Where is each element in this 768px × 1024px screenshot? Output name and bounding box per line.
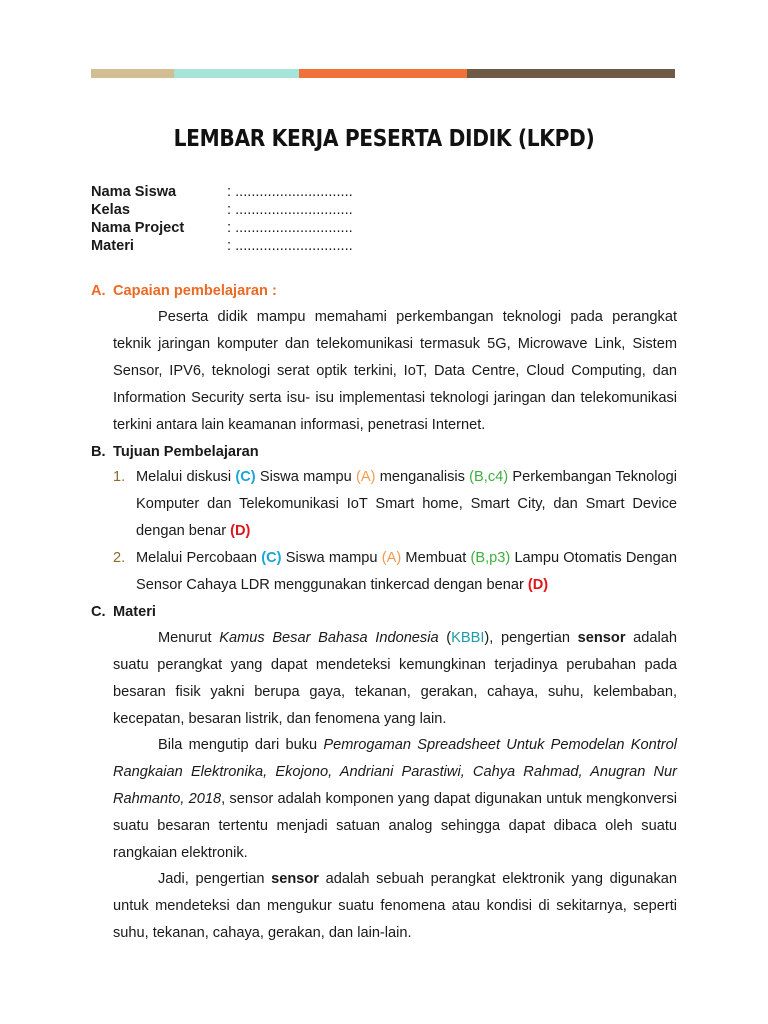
header-bar-segment-3 — [299, 69, 467, 78]
document-title: LEMBAR KERJA PESERTA DIDIK (LKPD) — [173, 124, 595, 152]
field-nama-siswa — [91, 183, 353, 201]
field-value: : ............................. — [227, 220, 353, 236]
section-letter: B. — [91, 444, 106, 460]
field-label: Nama Siswa — [91, 184, 177, 200]
list-text: Melalui diskusi (C) Siswa mampu (A) menganalisis (B,c4) Perkembangan Teknologi Komputer dan Telekomunikasi IoT Smart home, Smart City, dan Smart Device dengan benar (D) — [136, 469, 677, 539]
section-letter: A. — [91, 283, 106, 299]
section-b-heading — [91, 442, 259, 462]
tag-c: (C) — [235, 469, 256, 485]
section-letter: C. — [91, 604, 106, 620]
section-a-heading — [91, 281, 277, 301]
materi-paragraph-3: Jadi, pengertian sensor adalah sebuah perangkat elektronik yang digunakan untuk mendeteksi dan mengukur suatu fenomena atau kondisi di sekitarnya, seperti suhu, tekanan, cahaya, gerakan, dan lain-lain. — [113, 871, 677, 941]
identity-fields — [91, 183, 353, 255]
capaian-paragraph: Peserta didik mampu memahami perkembangan teknologi pada perangkat teknik jaringan komputer dan telekomunikasi termasuk 5G, Microwave Link, Sistem Sensor, IPV6, teknologi serat optik terkini, IoT, Data Centre, Cloud Computing, dan Information Security serta isu- isu implementasi teknologi jaringan dan telekomunikasi terkini antara lain keamanan informasi, penetrasi Internet. — [113, 309, 677, 433]
tujuan-item-2 — [113, 545, 677, 599]
header-bar-segment-2 — [174, 69, 299, 78]
header-bar-segment-1 — [91, 69, 174, 78]
list-number: 2. — [113, 550, 126, 566]
field-label: Kelas — [91, 202, 130, 218]
tag-d: (D) — [527, 577, 549, 593]
field-label: Nama Project — [91, 220, 185, 236]
sensor-term: sensor — [271, 871, 319, 887]
field-nama-project — [91, 219, 353, 237]
tag-d: (D) — [230, 523, 251, 539]
field-value: : ............................. — [227, 238, 353, 254]
section-title: Materi — [113, 604, 156, 620]
tujuan-item-1 — [113, 464, 677, 545]
tag-c: (C) — [261, 550, 282, 566]
book-reference: Pemrogaman Spreadsheet Untuk Pemodelan Kontrol Rangkaian Elektronika, Ekojono, Andriani Parastiwi, Cahya Rahmad, Anugran Nur Rahmanto, 2018 — [113, 737, 677, 807]
materi-paragraph-2: Bila mengutip dari buku Pemrogaman Spreadsheet Untuk Pemodelan Kontrol Rangkaian Elektronika, Ekojono, Andriani Parastiwi, Cahya Rahmad, Anugran Nur Rahmanto, 2018, sensor adalah komponen yang dapat digunakan untuk mengkonversi suatu besaran tertentu menjadi satuan analog sehingga dapat dibaca oleh suatu rangkaian elektronik. — [113, 737, 677, 861]
list-number: 1. — [113, 469, 126, 485]
field-materi — [91, 237, 353, 255]
tag-a: (A) — [381, 550, 402, 566]
header-bar-segment-4 — [467, 69, 675, 78]
kamus-reference: Kamus Besar Bahasa Indonesia — [219, 630, 439, 646]
tag-b: (B,p3) — [470, 550, 511, 566]
section-c-heading — [91, 602, 156, 622]
sensor-term: sensor — [577, 630, 626, 646]
field-value: : ............................. — [227, 202, 353, 218]
tag-a: (A) — [356, 469, 376, 485]
kbbi-link[interactable]: KBBI — [451, 630, 485, 646]
tag-b: (B,c4) — [469, 469, 509, 485]
field-value: : ............................. — [227, 184, 353, 200]
materi-paragraph-1: Menurut Kamus Besar Bahasa Indonesia (KBBI), pengertian sensor adalah suatu perangkat yang dapat mendeteksi kemungkinan terjadinya perubahan pada besaran fisik yakni berupa gaya, tekanan, gerakan, cahaya, suhu, kelembaban, kecepatan, besaran listrik, dan fenomena yang lain. — [113, 630, 677, 727]
section-title: Capaian pembelajaran : — [113, 283, 277, 299]
list-text: Melalui Percobaan (C) Siswa mampu (A) Membuat (B,p3) Lampu Otomatis Dengan Sensor Cahaya LDR menggunakan tinkercad dengan benar (D) — [136, 550, 677, 593]
section-title: Tujuan Pembelajaran — [113, 444, 259, 460]
field-kelas — [91, 201, 353, 219]
field-label: Materi — [91, 238, 134, 254]
